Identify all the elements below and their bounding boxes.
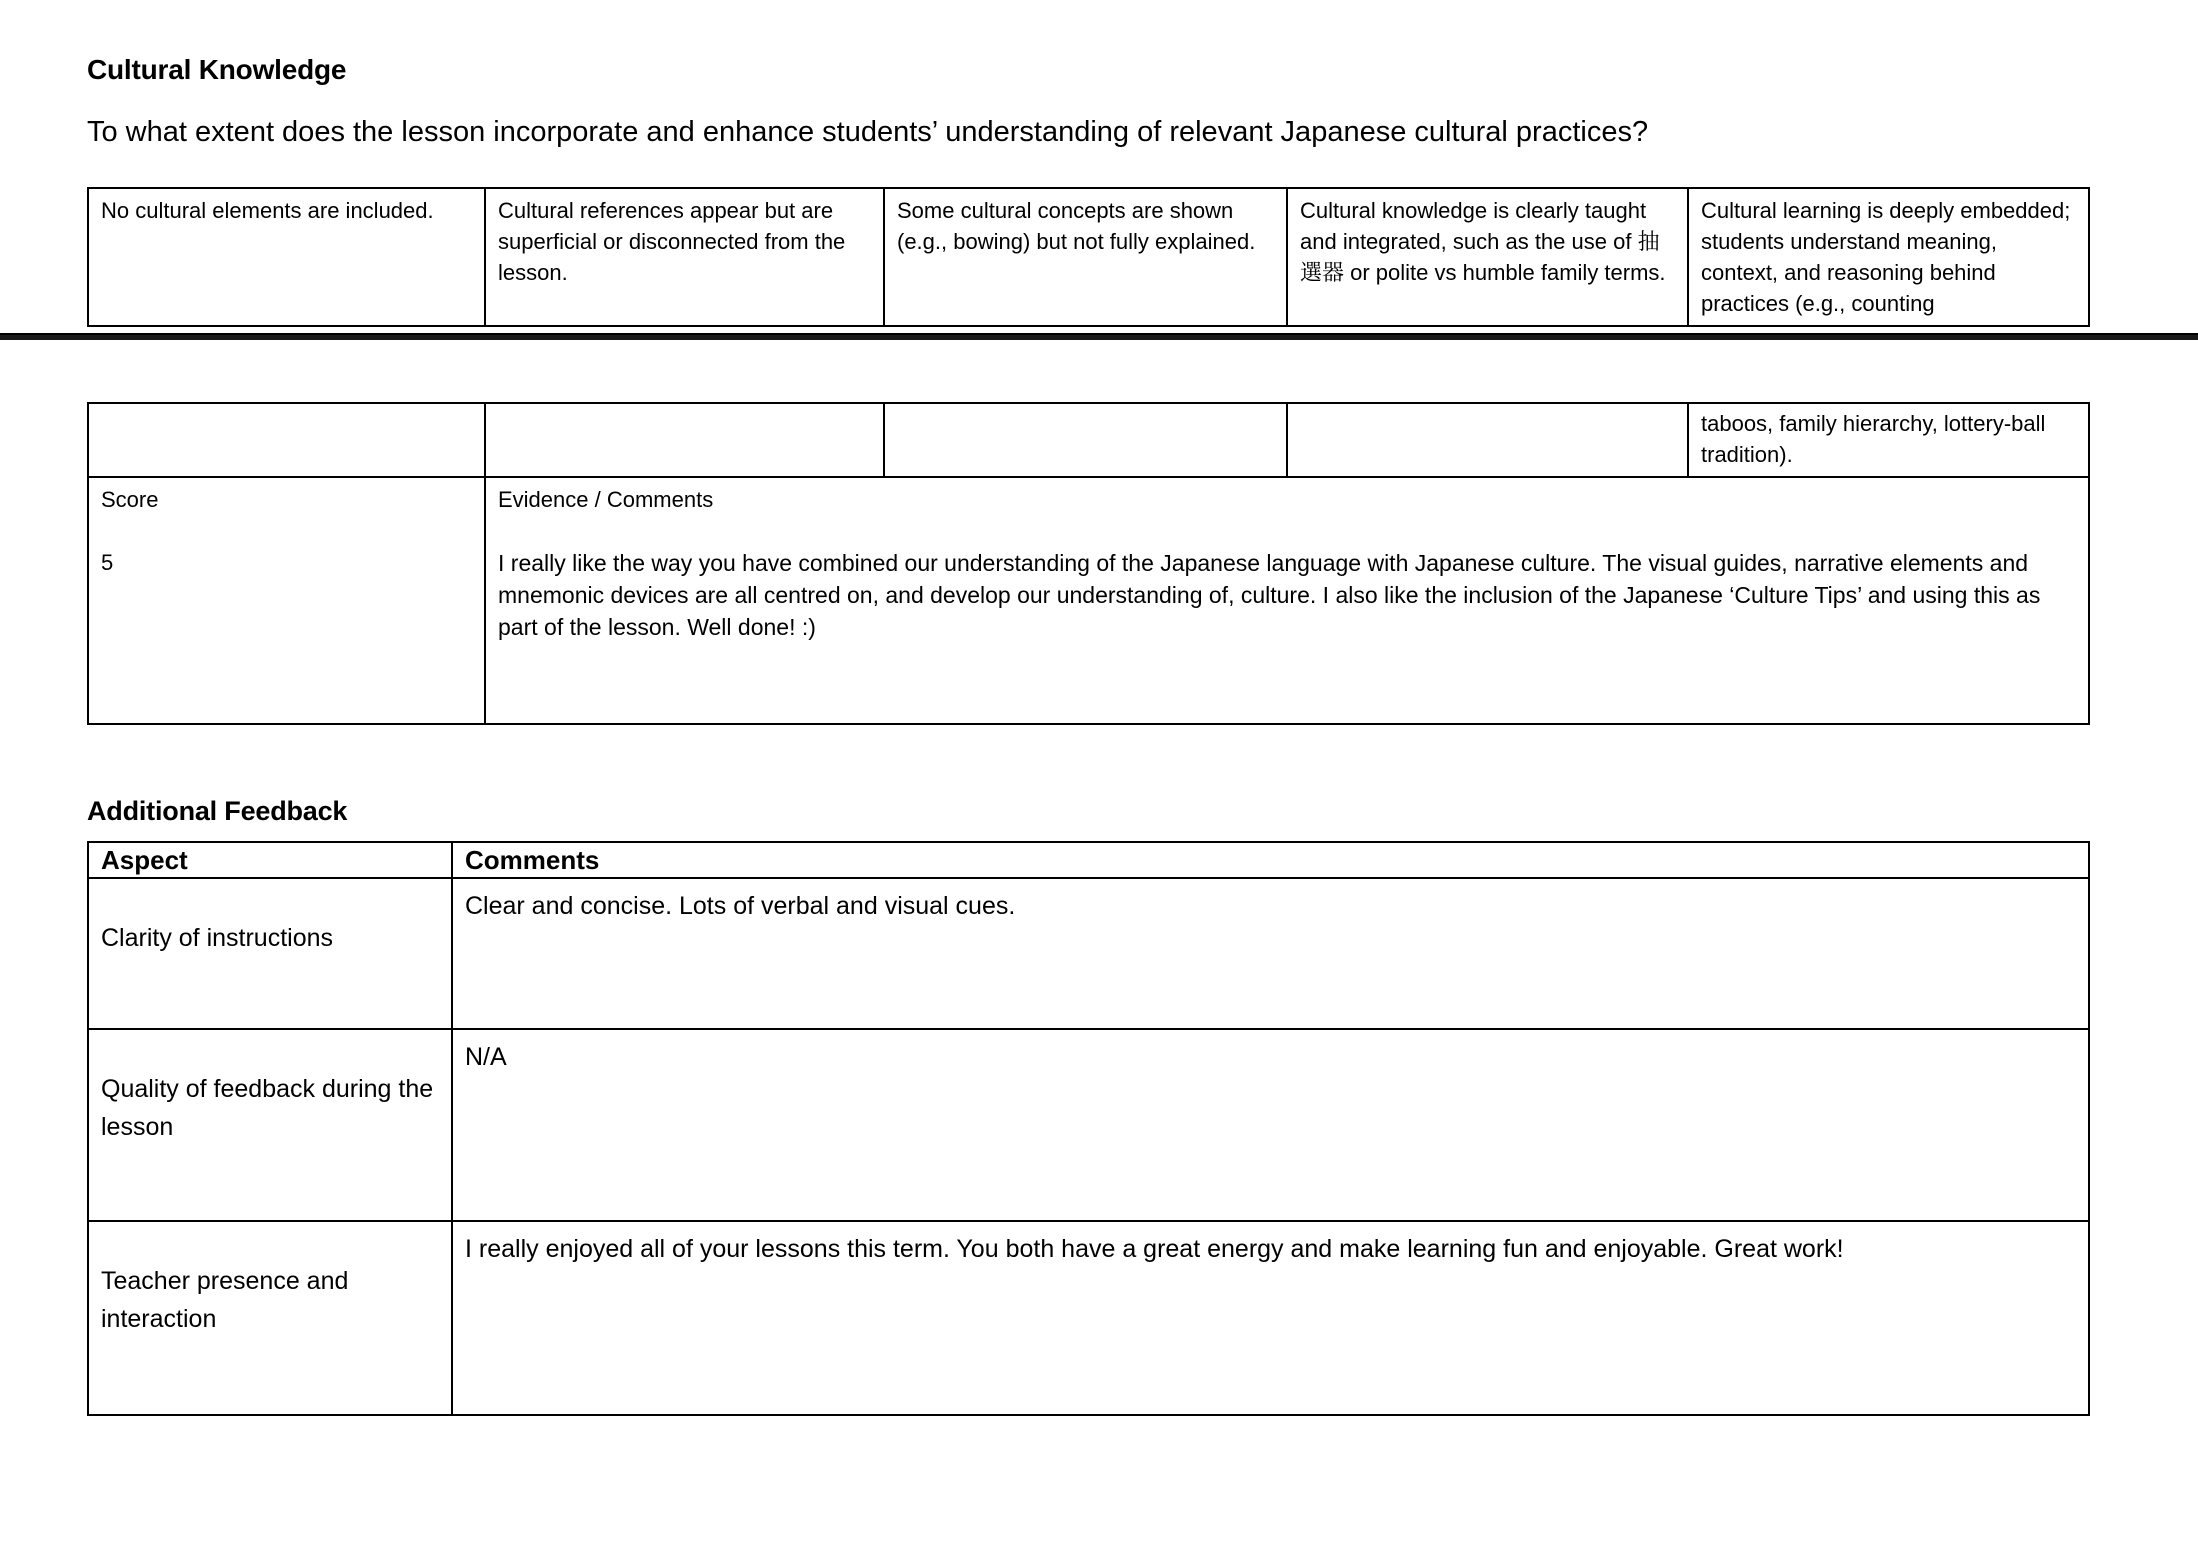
evidence-text: I really like the way you have combined our understanding of the Japanese language with Japanese culture. The visual guides, narrative elements and mnemonic devices are all centred on, and develop our understanding of, culture. I also like the inclusion of the Japanese ‘Culture Tips’ and using this as part of the lesson. Well done! :) — [498, 550, 2041, 640]
additional-feedback-table — [87, 841, 2090, 1416]
feedback-header-row — [88, 842, 2089, 878]
rubric-level-1-cell: No cultural elements are included. — [88, 188, 485, 326]
additional-feedback-heading: Additional Feedback — [87, 796, 348, 826]
rubric-level-5-continued-cell: taboos, family hierarchy, lottery-ball tradition). — [1688, 403, 2089, 477]
feedback-aspect-cell: Quality of feedback during the lesson — [88, 1029, 452, 1221]
section-title: Cultural Knowledge — [87, 54, 347, 85]
feedback-comments-header: Comments — [452, 842, 2089, 878]
rubric-level-2-cell: Cultural references appear but are superficial or disconnected from the lesson. — [485, 188, 884, 326]
evidence-label: Evidence / Comments — [498, 487, 714, 512]
rubric-question: To what extent does the lesson incorporate and enhance students’ understanding of relevant Japanese cultural practices? — [87, 116, 1649, 148]
rubric-level-3-empty-cell — [884, 403, 1287, 477]
score-label: Score — [101, 487, 159, 512]
feedback-comment-cell: I really enjoyed all of your lessons this term. You both have a great energy and make learning fun and enjoyable. Great work! — [452, 1221, 2089, 1415]
evidence-cell — [485, 477, 2089, 724]
rubric-level-5-cell: Cultural learning is deeply embedded; students understand meaning, context, and reasoning behind practices (e.g., counting — [1688, 188, 2089, 326]
rubric-level-4-empty-cell — [1287, 403, 1688, 477]
rubric-level-1-empty-cell — [88, 403, 485, 477]
rubric-continuation-row — [88, 403, 2089, 477]
rubric-level-4-cell: Cultural knowledge is clearly taught and integrated, such as the use of 抽選器 or polite vs humble family terms. — [1287, 188, 1688, 326]
rubric-table — [87, 187, 2090, 327]
feedback-aspect-header: Aspect — [88, 842, 452, 878]
feedback-row — [88, 878, 2089, 1029]
feedback-row — [88, 1221, 2089, 1415]
rubric-level-3-cell: Some cultural concepts are shown (e.g., bowing) but not fully explained. — [884, 188, 1287, 326]
feedback-aspect-cell: Teacher presence and interaction — [88, 1221, 452, 1415]
rubric-levels-row — [88, 188, 2089, 326]
feedback-row — [88, 1029, 2089, 1221]
rubric-level-2-empty-cell — [485, 403, 884, 477]
feedback-comment-cell: N/A — [452, 1029, 2089, 1221]
feedback-aspect-cell: Clarity of instructions — [88, 878, 452, 1029]
feedback-comment-cell: Clear and concise. Lots of verbal and visual cues. — [452, 878, 2089, 1029]
score-cell — [88, 477, 485, 724]
score-value: 5 — [101, 550, 114, 575]
page-break-divider — [0, 333, 2198, 340]
score-row — [88, 477, 2089, 724]
rubric-table-continued — [87, 402, 2090, 725]
